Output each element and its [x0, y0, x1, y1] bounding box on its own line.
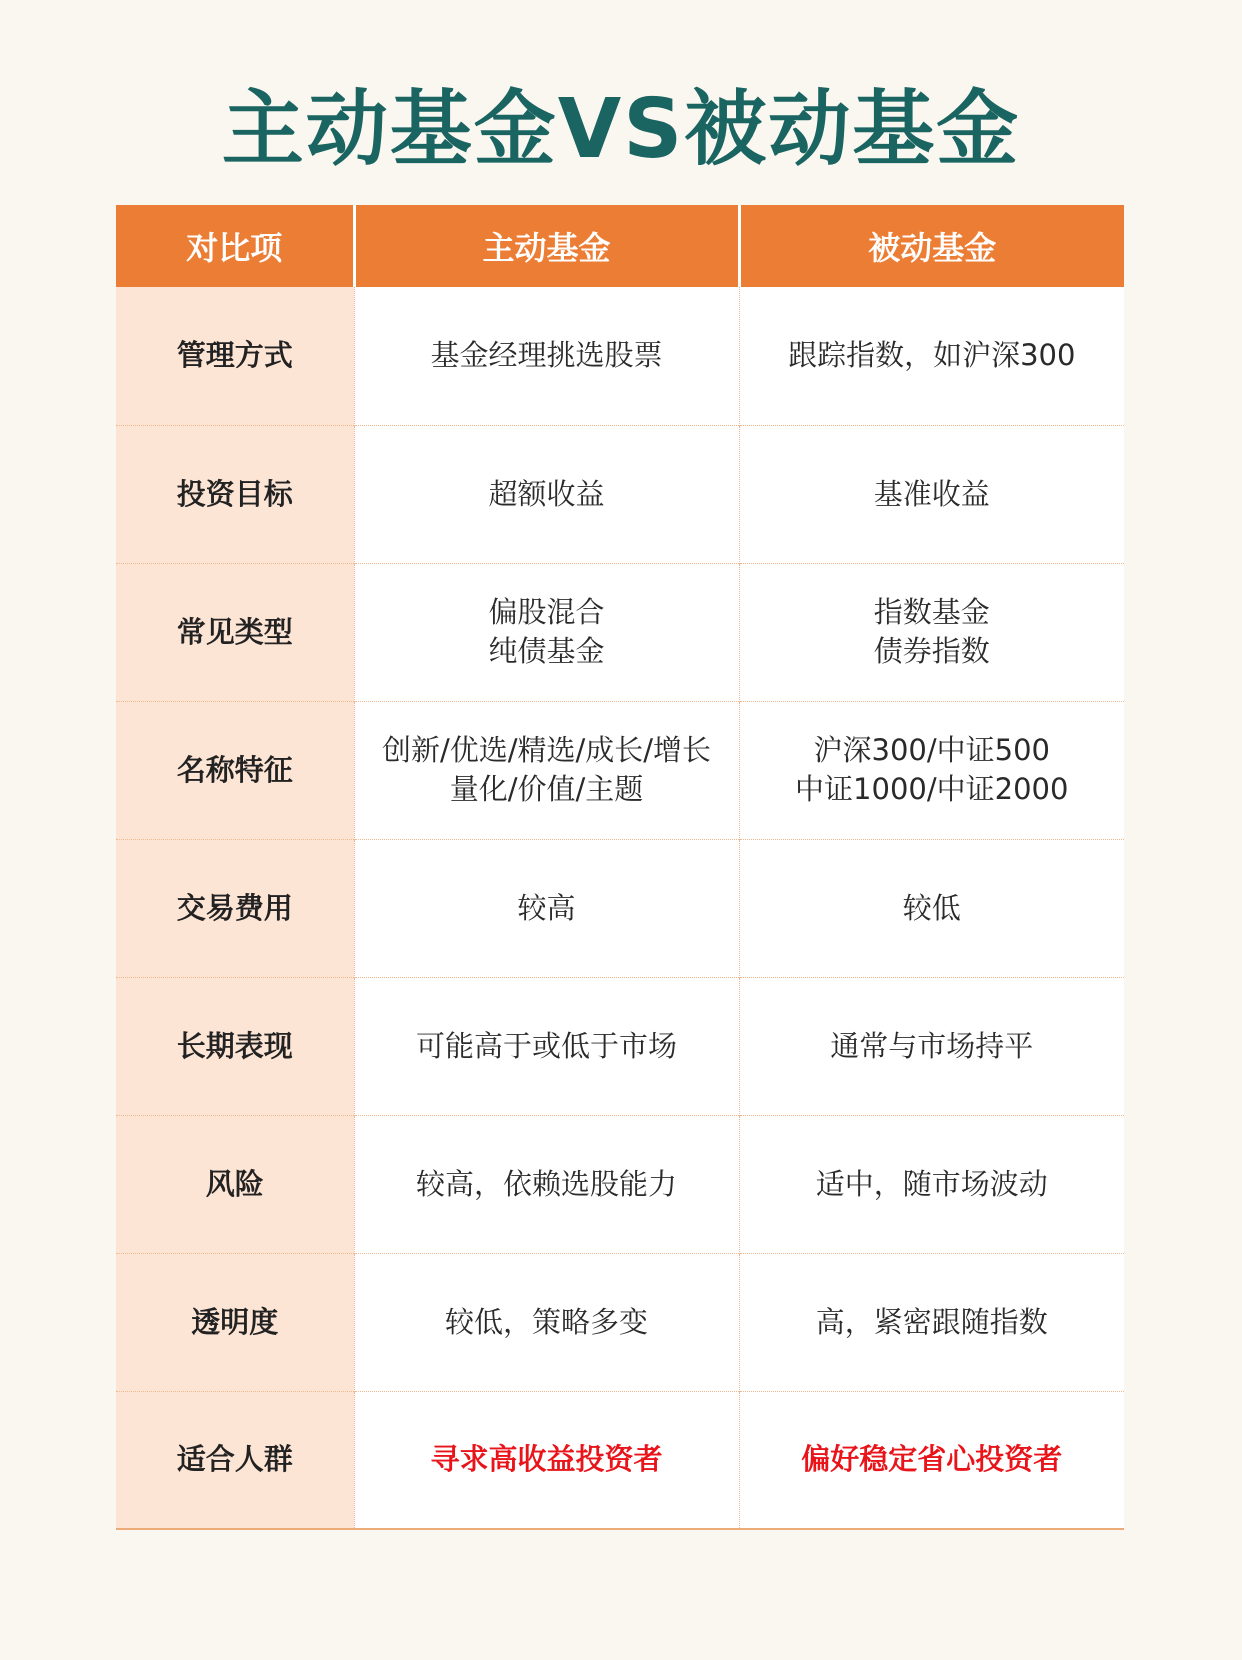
header-active-fund: 主动基金: [354, 205, 739, 287]
passive-cell: [739, 1253, 1124, 1391]
cell-text: 量化/价值/主题: [449, 772, 644, 806]
cell-text: 指数基金: [873, 595, 990, 629]
table-row: [116, 1391, 1124, 1529]
active-cell: [354, 1391, 739, 1529]
header-item: 对比项: [116, 205, 354, 287]
row-label: 常见类型: [116, 563, 354, 701]
cell-text: 超额收益: [488, 476, 605, 511]
table-header-row: [116, 205, 1124, 287]
cell-text: 可能高于或低于市场: [415, 1028, 677, 1063]
passive-cell: [739, 425, 1124, 563]
cell-text: 较低: [902, 890, 961, 925]
active-cell: [354, 1115, 739, 1253]
active-cell: [354, 287, 739, 425]
cell-text: 跟踪指数，如沪深300: [788, 338, 1076, 373]
table-row: [116, 977, 1124, 1115]
cell-text: 通常与市场持平: [830, 1028, 1034, 1063]
cell-text: 中证1000/中证2000: [795, 772, 1069, 806]
cell-text: 纯债基金: [488, 634, 605, 668]
cell-text: 债券指数: [873, 634, 990, 668]
table-row: [116, 287, 1124, 425]
cell-text: 较低，策略多变: [444, 1304, 648, 1339]
highlight-text: 寻求高收益投资者: [430, 1442, 663, 1477]
active-cell: [354, 1253, 739, 1391]
row-label: 名称特征: [116, 701, 354, 839]
page-title: 主动基金VS被动基金: [221, 82, 1021, 177]
row-label: 长期表现: [116, 977, 354, 1115]
cell-text: 创新/优选/精选/成长/增长: [381, 733, 712, 767]
cell-text: 基准收益: [873, 476, 990, 511]
highlight-text: 偏好稳定省心投资者: [801, 1442, 1063, 1477]
table-row: [116, 1253, 1124, 1391]
cell-text: 较高: [517, 890, 576, 925]
active-cell: [354, 977, 739, 1115]
active-cell: [354, 563, 739, 701]
active-cell: [354, 839, 739, 977]
row-label: 投资目标: [116, 425, 354, 563]
row-label: 透明度: [116, 1253, 354, 1391]
passive-cell: [739, 1115, 1124, 1253]
row-label: 风险: [116, 1115, 354, 1253]
cell-text: 较高，依赖选股能力: [415, 1166, 677, 1201]
cell-text: 基金经理挑选股票: [430, 338, 663, 373]
row-label: 交易费用: [116, 839, 354, 977]
cell-text: 适中，随市场波动: [815, 1166, 1048, 1201]
table-row: [116, 425, 1124, 563]
header-passive-fund: 被动基金: [739, 205, 1124, 287]
passive-cell: [739, 977, 1124, 1115]
table-row: [116, 1115, 1124, 1253]
passive-cell: [739, 839, 1124, 977]
table-row: [116, 839, 1124, 977]
active-cell: [354, 425, 739, 563]
row-label: 适合人群: [116, 1391, 354, 1529]
passive-cell: [739, 287, 1124, 425]
cell-text: 偏股混合: [488, 595, 605, 629]
cell-text: 高，紧密跟随指数: [815, 1304, 1048, 1339]
table-row: [116, 701, 1124, 839]
comparison-table: [116, 205, 1124, 1530]
cell-text: 沪深300/中证500: [813, 733, 1050, 767]
passive-cell: [739, 563, 1124, 701]
active-cell: [354, 701, 739, 839]
table-row: [116, 563, 1124, 701]
passive-cell: [739, 1391, 1124, 1529]
row-label: 管理方式: [116, 287, 354, 425]
passive-cell: [739, 701, 1124, 839]
